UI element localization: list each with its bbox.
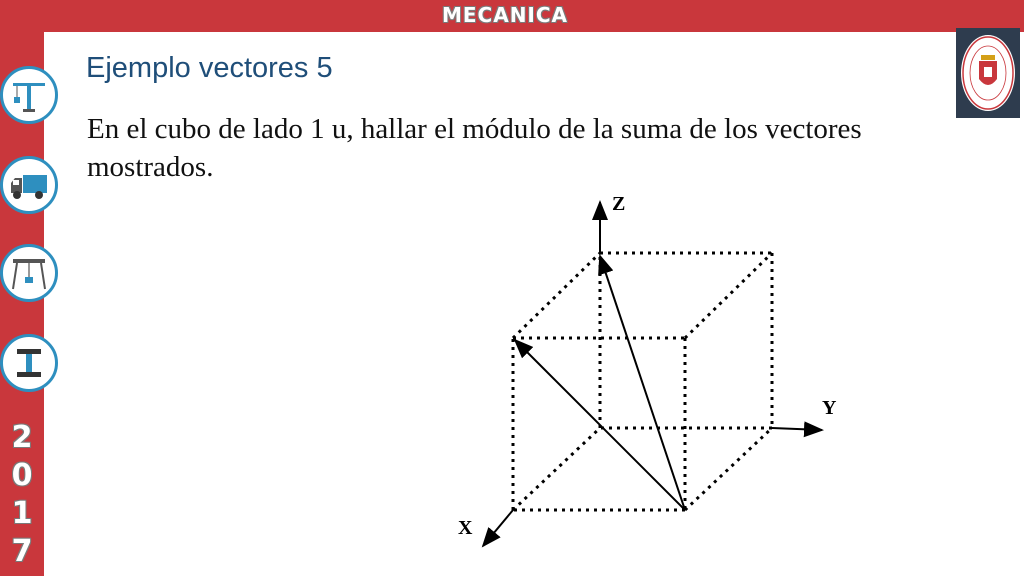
vector-arrow	[600, 256, 685, 510]
x-axis	[483, 510, 513, 546]
x-axis-label: X	[458, 517, 473, 539]
gantry-crane-icon	[0, 244, 58, 302]
i-beam-icon	[0, 334, 58, 392]
slide-title: Ejemplo vectores 5	[86, 52, 333, 84]
university-logo	[956, 28, 1020, 118]
year-digit: 7	[11, 534, 33, 569]
z-axis-label: Z	[612, 193, 626, 215]
tower-crane-icon	[0, 66, 58, 124]
y-axis	[772, 428, 822, 430]
cube-vectors-diagram	[440, 188, 860, 558]
vector-arrow	[515, 340, 685, 510]
year-digit: 2	[11, 420, 33, 455]
truck-icon	[0, 156, 58, 214]
year-digit: 0	[11, 458, 33, 493]
course-title: MECANICA	[441, 3, 569, 27]
y-axis-label: Y	[822, 397, 837, 419]
problem-statement: En el cubo de lado 1 u, hallar el módulo de la suma de los vectores mostrados.	[87, 113, 862, 183]
year-digit: 1	[11, 496, 33, 531]
